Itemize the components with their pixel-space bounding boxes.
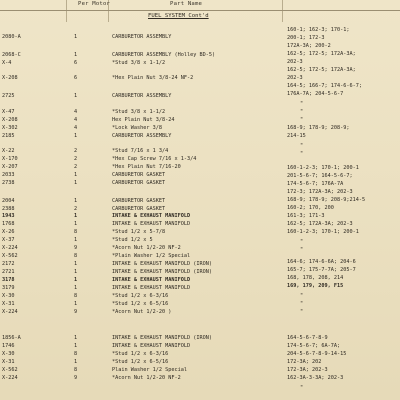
part-name: *Plain Washer 1/2 Special <box>112 253 191 259</box>
part-number: 2033 <box>2 172 15 178</box>
part-number: X-208 <box>2 75 18 81</box>
part-name: *Acorn Nut 1/2-20 NF-2 <box>112 245 181 251</box>
qty-per-motor: 6 <box>74 75 78 81</box>
part-number: X-224 <box>2 245 18 251</box>
part-name: CARBURETOR ASSEMBLY <box>112 133 172 139</box>
part-name: CARBURETOR GASKET <box>112 206 166 212</box>
part-number: X-47 <box>2 109 15 115</box>
application-models: 172-3; 172A-3A; 202-3 <box>287 189 353 195</box>
application-models: 202-3 <box>287 75 303 81</box>
qty-per-motor: 1 <box>74 34 78 40</box>
part-number: 1768 <box>2 221 15 227</box>
table-row <box>0 308 400 316</box>
application-models: 168-9; 178-9; 208-9;214-5 <box>287 197 366 203</box>
table-row <box>0 358 400 366</box>
qty-per-motor: 9 <box>74 245 78 251</box>
application-models: 214-15 <box>287 133 306 139</box>
qty-per-motor: 2 <box>74 156 78 162</box>
qty-per-motor: 1 <box>74 198 78 204</box>
part-name: INTAKE & EXHAUST MANIFOLD (IRON) <box>112 269 212 275</box>
part-name: Hex Plain Nut 3/8-24 <box>112 117 175 123</box>
application-models: 201-5-6-7; 164-5-6-7; <box>287 173 353 179</box>
part-number: 2738 <box>2 180 15 186</box>
application-models: 162-5; 172A-3A; 202-3 <box>287 221 353 227</box>
qty-per-motor: 1 <box>74 301 78 307</box>
part-number: X-207 <box>2 164 18 170</box>
part-name: CARBURETOR ASSEMBLY <box>112 93 172 99</box>
application-models: 162-5; 172-5; 172A-3A; <box>287 51 356 57</box>
part-number: X-31 <box>2 301 15 307</box>
part-number: 2721 <box>2 269 15 275</box>
application-models: 164-6; 174-6-6A; 204-6 <box>287 259 356 265</box>
application-models: 160-2; 170, 200 <box>287 205 334 211</box>
qty-per-motor: 1 <box>74 133 78 139</box>
part-number: X-302 <box>2 125 18 131</box>
application-models: 172-3A; 202-3 <box>287 367 328 373</box>
application-models: 169, 179, 209, F15 <box>287 283 344 289</box>
qty-per-motor: 8 <box>74 367 78 373</box>
table-row <box>0 132 400 140</box>
part-number: X-37 <box>2 237 15 243</box>
application-models: " <box>300 117 304 123</box>
table-row <box>0 116 400 124</box>
part-number: 2080-A <box>2 34 21 40</box>
part-number: 3179 <box>2 285 15 291</box>
qty-per-motor: 8 <box>74 351 78 357</box>
qty-per-motor: 1 <box>74 237 78 243</box>
part-number: X-30 <box>2 293 15 299</box>
part-name: INTAKE & EXHAUST MANIFOLD <box>112 213 191 219</box>
qty-per-motor: 1 <box>74 285 78 291</box>
qty-per-motor: 1 <box>74 261 78 267</box>
application-models: 165-7; 175-7-7A; 205-7 <box>287 267 356 273</box>
part-number: 2725 <box>2 93 15 99</box>
part-name: *Stud 3/8 x 1-1/2 <box>112 109 166 115</box>
qty-per-motor: 2 <box>74 206 78 212</box>
part-name: *Hex Plain Nut 3/8-24 NF-2 <box>112 75 194 81</box>
application-models: 162-5; 172-5; 172A-3A; <box>287 67 356 73</box>
table-row <box>0 212 400 220</box>
part-number: X-208 <box>2 117 18 123</box>
part-name: *Stud 1/2 x 5-7/8 <box>112 229 166 235</box>
part-number: 2185 <box>2 133 15 139</box>
application-models: 176A-7A; 204-5-6-7 <box>287 91 344 97</box>
qty-per-motor: 1 <box>74 269 78 275</box>
qty-per-motor: 4 <box>74 117 78 123</box>
qty-per-motor: 1 <box>74 343 78 349</box>
part-number: X-22 <box>2 148 15 154</box>
part-name: *Stud 3/8 x 1-1/2 <box>112 60 166 66</box>
part-name: *Hex Plain Nut 7/16-20 <box>112 164 181 170</box>
table-row <box>0 366 400 374</box>
application-models: " <box>300 301 304 307</box>
application-models: 160-1-2-3; 170-1; 200-1 <box>287 229 359 235</box>
qty-per-motor: 1 <box>74 93 78 99</box>
part-number: 2388 <box>2 206 15 212</box>
application-models: " <box>300 309 304 315</box>
part-name: *Acorn Nut 1/2-20 ) <box>112 309 172 315</box>
part-name: *Stud 1/2 x 6-3/16 <box>112 293 169 299</box>
part-number: 1746 <box>2 343 15 349</box>
part-name: *Stud 7/16 x 1 3/4 <box>112 148 169 154</box>
qty-per-motor: 4 <box>74 125 78 131</box>
table-row <box>0 155 400 163</box>
table-row <box>0 244 400 252</box>
qty-per-motor: 2 <box>74 148 78 154</box>
qty-per-motor: 8 <box>74 253 78 259</box>
application-models: 174-5-6-7; 176A-7A <box>287 181 344 187</box>
part-number: X-224 <box>2 309 18 315</box>
application-models: 172-3A; 202 <box>287 359 322 365</box>
application-models: " <box>300 101 304 107</box>
application-models: 162-3A-3-3A; 202-3 <box>287 375 344 381</box>
part-number: X-30 <box>2 351 15 357</box>
part-name: *Hex Cap Screw 7/16 x 1-3/4 <box>112 156 197 162</box>
part-name: CARBURETOR GASKET <box>112 180 166 186</box>
application-models: " <box>300 385 304 391</box>
qty-per-motor: 1 <box>74 52 78 58</box>
application-models: 204-5-6-7-8-9-14-15 <box>287 351 347 357</box>
part-number: X-31 <box>2 359 15 365</box>
application-models: " <box>300 293 304 299</box>
header-part-name: Part Name <box>170 1 203 7</box>
table-row <box>0 33 400 41</box>
part-number: X-170 <box>2 156 18 162</box>
qty-per-motor: 1 <box>74 213 78 219</box>
qty-per-motor: 6 <box>74 60 78 66</box>
part-name: Plain Washer 1/2 Special <box>112 367 187 373</box>
qty-per-motor: 9 <box>74 375 78 381</box>
part-name: INTAKE & EXHAUST MANIFOLD <box>112 343 191 349</box>
application-models: 168, 178, 208, 214 <box>287 275 344 281</box>
table-row <box>0 292 400 300</box>
part-name: *Stud 1/2 x 6-5/16 <box>112 301 169 307</box>
part-number: 1943 <box>2 213 15 219</box>
application-models: 160-1; 162-3; 170-1; <box>287 27 350 33</box>
part-number: X-4 <box>2 60 12 66</box>
qty-per-motor: 4 <box>74 109 78 115</box>
part-number: 2172 <box>2 261 15 267</box>
part-name: CARBURETOR ASSEMBLY (Holley BD-5) <box>112 52 216 58</box>
part-name: *Stud 1/2 x 5 <box>112 237 153 243</box>
application-models: " <box>300 109 304 115</box>
header-rule <box>0 10 400 11</box>
part-number: 3178 <box>2 277 15 283</box>
part-number: 2068-C <box>2 52 21 58</box>
qty-per-motor: 9 <box>74 309 78 315</box>
part-name: *Acorn Nut 1/2-20 NF-2 <box>112 375 181 381</box>
qty-per-motor: 1 <box>74 221 78 227</box>
qty-per-motor: 1 <box>74 172 78 178</box>
part-number: X-562 <box>2 367 18 373</box>
qty-per-motor: 1 <box>74 277 78 283</box>
table-row <box>0 74 400 82</box>
section-title: FUEL SYSTEM Cont'd <box>148 13 209 19</box>
part-number: X-26 <box>2 229 15 235</box>
part-number: 2004 <box>2 198 15 204</box>
qty-per-motor: 1 <box>74 335 78 341</box>
application-models: 168-9; 178-9; 208-9; <box>287 125 350 131</box>
application-models: 202-3 <box>287 59 303 65</box>
qty-per-motor: 1 <box>74 180 78 186</box>
table-row <box>0 236 400 244</box>
part-number: 1856-A <box>2 335 21 341</box>
part-name: INTAKE & EXHAUST MANIFOLD <box>112 221 191 227</box>
part-name: *Lock Washer 3/8 <box>112 125 162 131</box>
qty-per-motor: 1 <box>74 359 78 365</box>
table-row <box>0 147 400 155</box>
application-models: 161-3; 171-3 <box>287 213 325 219</box>
part-name: CARBURETOR ASSEMBLY <box>112 34 172 40</box>
part-name: *Stud 1/2 x 6-3/16 <box>112 351 169 357</box>
application-models: 200-1; 172-3 <box>287 35 325 41</box>
header-qty: Per Motor <box>78 1 111 7</box>
part-name: INTAKE & EXHAUST MANIFOLD (IRON) <box>112 261 212 267</box>
application-models: 160-1-2-3; 170-1; 200-1 <box>287 165 359 171</box>
application-models: 172A-3A; 200-2 <box>287 43 331 49</box>
column-divider <box>66 0 67 22</box>
application-models: 164-5-6-7-8-9 <box>287 335 328 341</box>
table-row <box>0 334 400 342</box>
application-models: " <box>300 239 304 245</box>
part-name: *Stud 1/2 x 6-5/16 <box>112 359 169 365</box>
part-number: X-224 <box>2 375 18 381</box>
table-row <box>0 300 400 308</box>
part-number: X-562 <box>2 253 18 259</box>
part-name: INTAKE & EXHAUST MANIFOLD (IRON) <box>112 335 212 341</box>
application-models: " <box>300 247 304 253</box>
part-name: INTAKE & EXHAUST MANIFOLD <box>112 285 191 291</box>
part-name: CARBURETOR GASKET <box>112 198 166 204</box>
column-divider <box>282 0 283 22</box>
qty-per-motor: 8 <box>74 229 78 235</box>
application-models: 174-5-6-7; 6A-7A; <box>287 343 341 349</box>
table-row <box>0 108 400 116</box>
application-models: 164-5; 166-7; 174-6-6-7; <box>287 83 362 89</box>
part-name: INTAKE & EXHAUST MANIFOLD <box>112 277 191 283</box>
part-name: CARBURETOR GASKET <box>112 172 166 178</box>
qty-per-motor: 2 <box>74 164 78 170</box>
qty-per-motor: 8 <box>74 293 78 299</box>
application-models: " <box>300 143 304 149</box>
application-models: " <box>300 151 304 157</box>
